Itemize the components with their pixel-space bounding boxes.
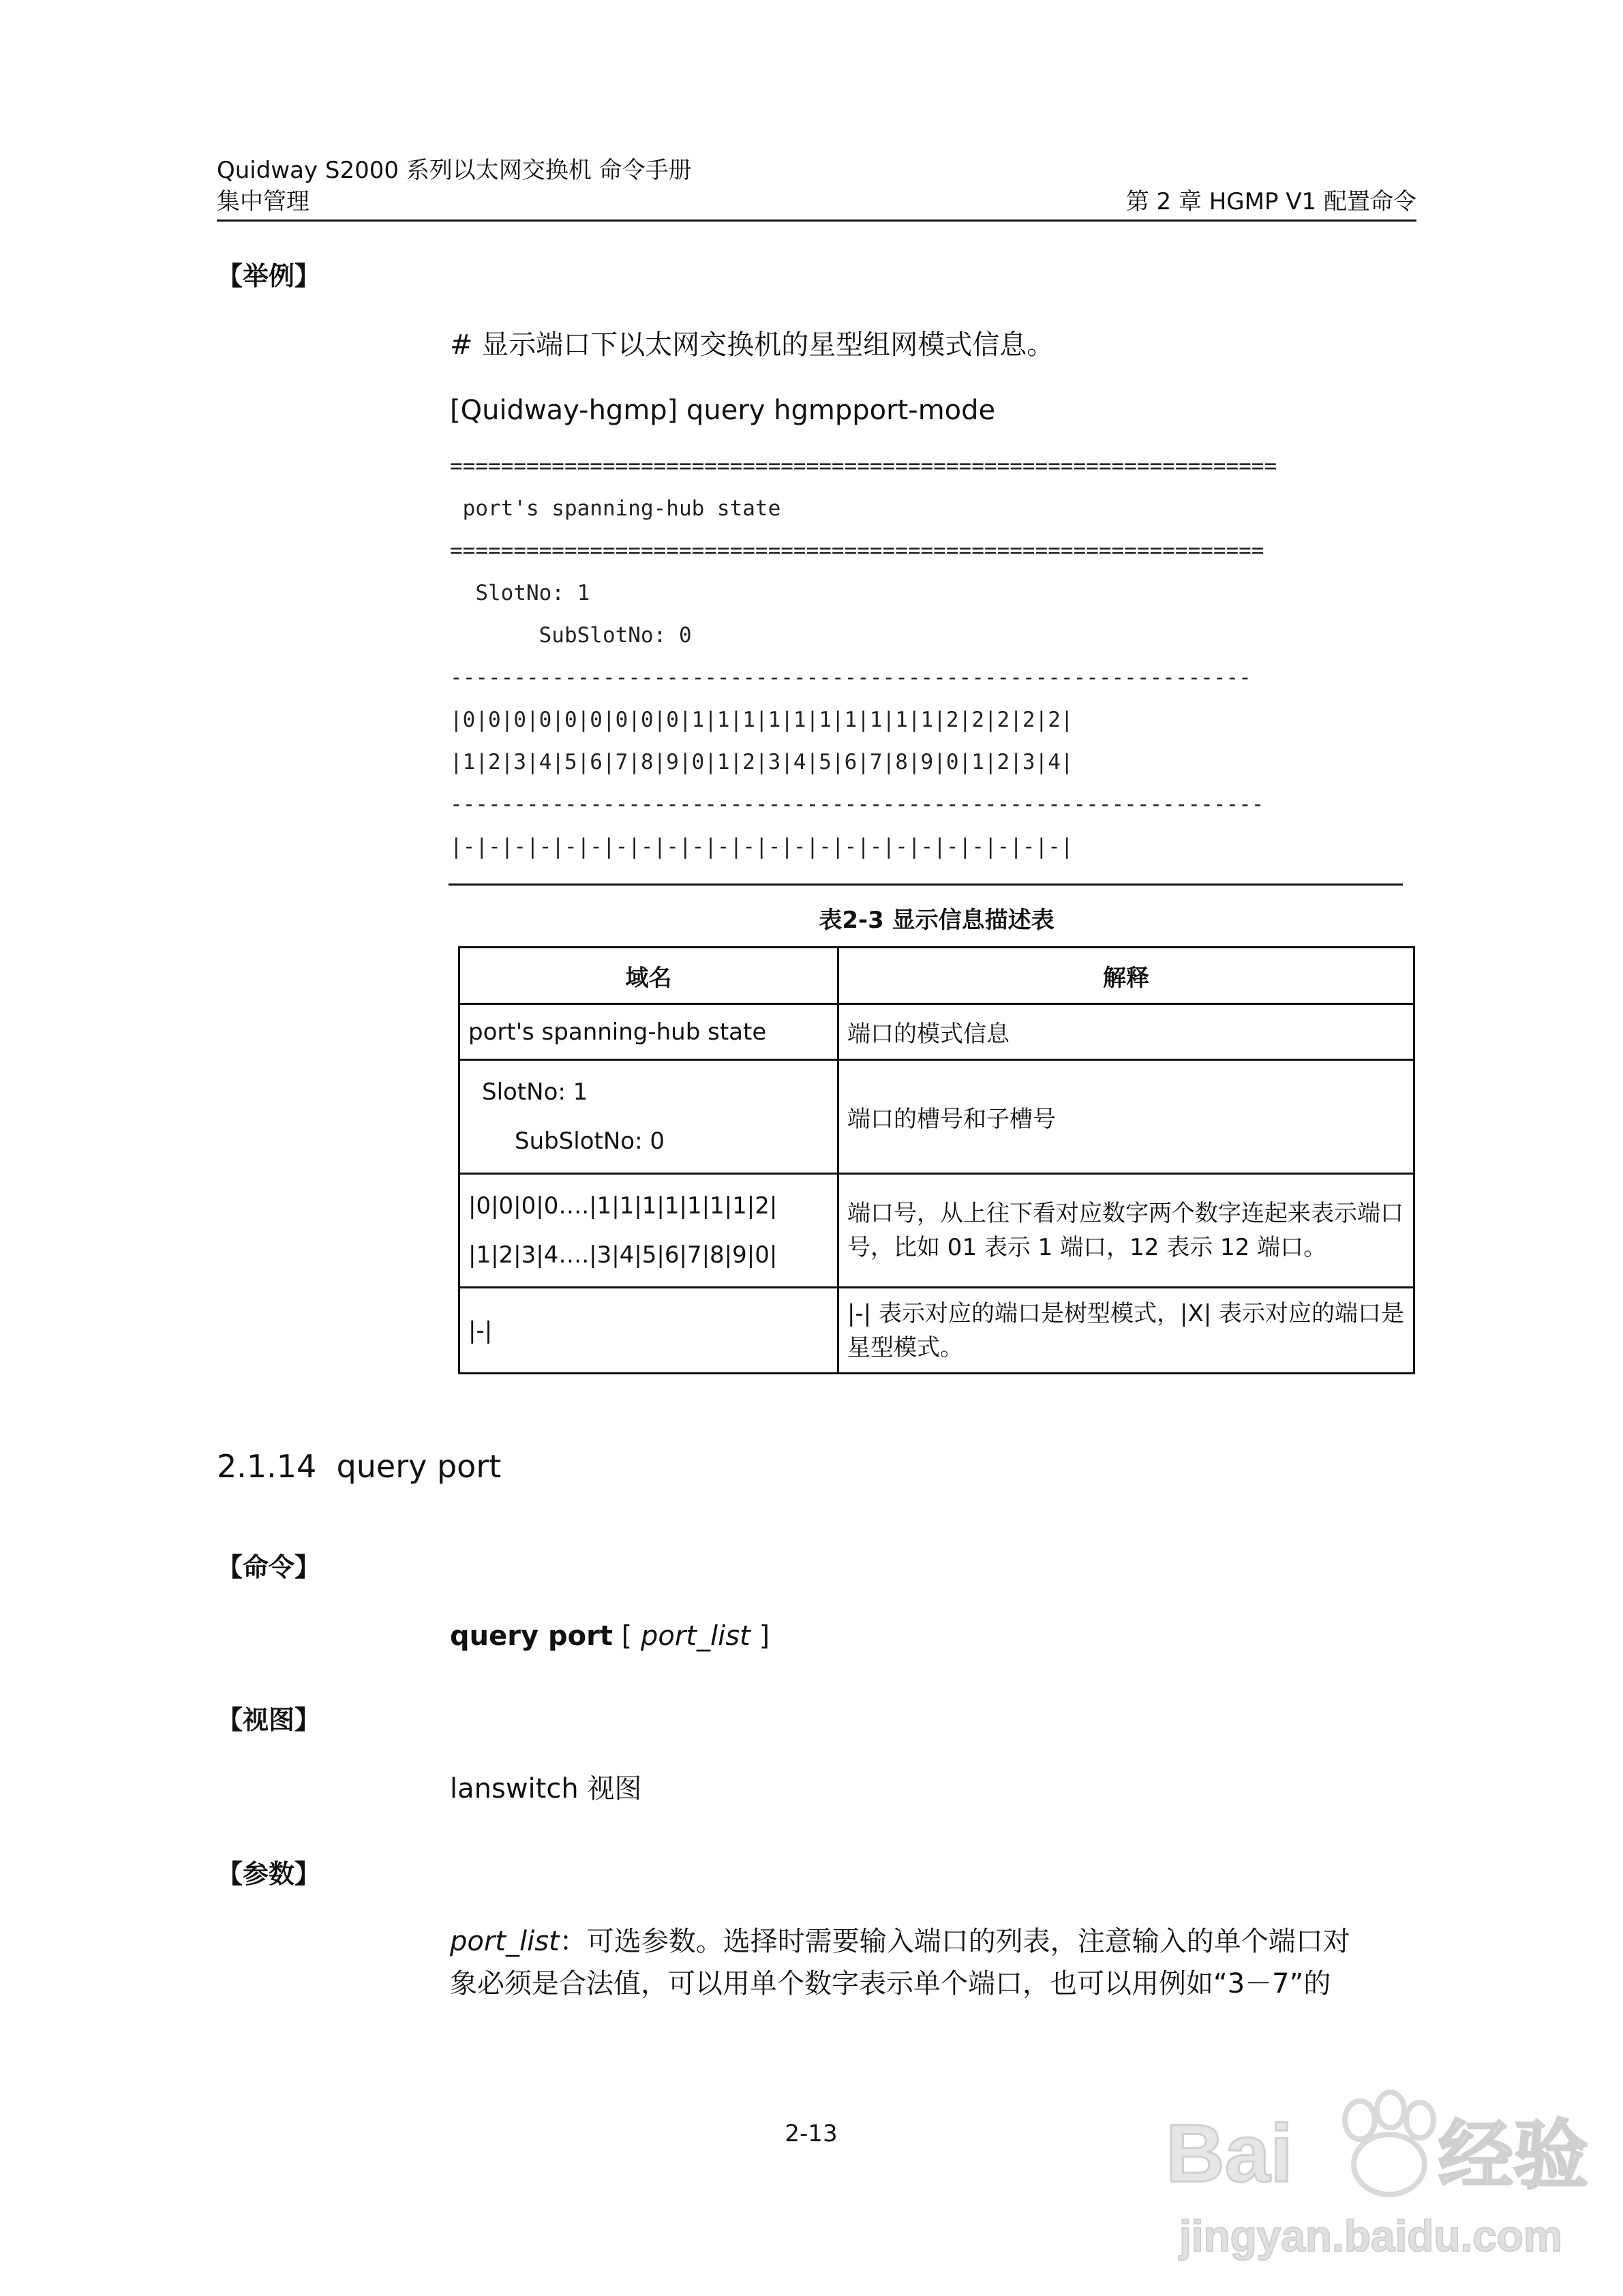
desc-text: 端口的槽号和子槽号 <box>847 1105 1056 1133</box>
field-text: |-| <box>468 1316 493 1344</box>
output-line: --------------------------------------------------------------- <box>450 665 1252 690</box>
output-line: ---------------------------------------------------------------- <box>450 792 1264 817</box>
output-line: |0|0|0|0|0|0|0|0|0|1|1|1|1|1|1|1|1|1|1|2|2|2|2|2| <box>450 708 1074 732</box>
section-title: query port <box>336 1448 502 1485</box>
column-header: 解释 <box>838 948 1414 1004</box>
table-row <box>459 1174 1414 1288</box>
output-line: SlotNo: 1 <box>450 581 590 605</box>
watermark-url: jingyan.baidu.com <box>1179 2211 1562 2261</box>
param-text: ：可选参数。选择时需要输入端口的列表，注意输入的单个端口对 <box>559 1926 1350 1957</box>
desc-cell <box>838 1174 1414 1288</box>
output-line: ================================================================ <box>450 539 1264 563</box>
desc-text: 端口号，从上往下看对应数字两个数字连起来表示端口号，比如 01 表示 1 端口，12 表示 12 端口。 <box>847 1200 1404 1261</box>
column-header: 域名 <box>459 948 838 1004</box>
header-section: 集中管理 <box>217 188 309 215</box>
baidu-watermark <box>1152 2072 1588 2270</box>
field-cell <box>459 1004 838 1060</box>
output-line: |1|2|3|4|5|6|7|8|9|0|1|2|3|4|5|6|7|8|9|0|1|2|3|4| <box>450 750 1074 774</box>
field-cell <box>459 1174 838 1288</box>
table-row <box>459 1060 1414 1174</box>
section-number: 2.1.14 <box>217 1448 317 1485</box>
example-description: # 显示端口下以太网交换机的星型组网模式信息。 <box>450 329 1055 361</box>
table-row <box>459 1004 1414 1060</box>
page-number: 2-13 <box>785 2120 838 2147</box>
field-text: |1|2|3|4….|3|4|5|6|7|8|9|0| <box>468 1241 778 1269</box>
output-line: SubSlotNo: 0 <box>450 623 692 648</box>
output-line: |-|-|-|-|-|-|-|-|-|-|-|-|-|-|-|-|-|-|-|-|-|-|-|-| <box>450 834 1074 859</box>
params-label: 【参数】 <box>217 1859 321 1889</box>
desc-cell <box>838 1288 1414 1374</box>
field-text: |0|0|0|0….|1|1|1|1|1|1|1|2| <box>468 1192 778 1220</box>
header-title: Quidway S2000 系列以太网交换机 命令手册 <box>217 157 692 184</box>
header-rule <box>217 220 1416 222</box>
field-text: port's spanning-hub state <box>468 1018 767 1046</box>
param-name: port_list <box>450 1926 560 1957</box>
view-text: lanswitch 视图 <box>450 1773 642 1804</box>
params-line-2: 象必须是合法值，可以用单个数字表示单个端口，也可以用例如“3－7”的 <box>450 1968 1331 1999</box>
command-argument: port_list <box>640 1620 750 1652</box>
watermark-logo-icon <box>1152 2072 1588 2270</box>
field-cell <box>459 1288 838 1374</box>
table-row <box>459 1288 1414 1374</box>
command-bracket-open: [ <box>612 1620 641 1652</box>
description-table <box>458 946 1415 1374</box>
table-caption: 表2-3 显示信息描述表 <box>819 907 1055 934</box>
example-command: [Quidway-hgmp] query hgmpport-mode <box>450 395 996 426</box>
table-header-row <box>459 948 1414 1004</box>
field-cell <box>459 1060 838 1174</box>
section-heading <box>217 1448 501 1485</box>
command-bracket-close: ] <box>750 1620 770 1652</box>
output-end-rule <box>449 883 1403 886</box>
field-text: SubSlotNo: 0 <box>515 1128 665 1155</box>
desc-cell <box>838 1060 1414 1174</box>
command-syntax <box>450 1617 770 1655</box>
example-label: 【举例】 <box>217 261 321 291</box>
params-line-1 <box>450 1922 1418 1961</box>
desc-text: |-| 表示对应的端口是树型模式，|X| 表示对应的端口是星型模式。 <box>847 1299 1404 1361</box>
view-label: 【视图】 <box>217 1705 321 1735</box>
header-chapter: 第 2 章 HGMP V1 配置命令 <box>1125 188 1416 215</box>
svg-text:Bai: Bai <box>1166 2108 1293 2199</box>
desc-text: 端口的模式信息 <box>847 1021 1010 1048</box>
desc-cell <box>838 1004 1414 1060</box>
output-line: ================================================================= <box>450 454 1277 479</box>
command-keyword: query port <box>450 1620 613 1652</box>
output-line: port's spanning-hub state <box>450 496 781 521</box>
field-text: SlotNo: 1 <box>482 1078 588 1106</box>
command-label: 【命令】 <box>217 1552 321 1582</box>
svg-text:经验: 经验 <box>1438 2114 1588 2198</box>
